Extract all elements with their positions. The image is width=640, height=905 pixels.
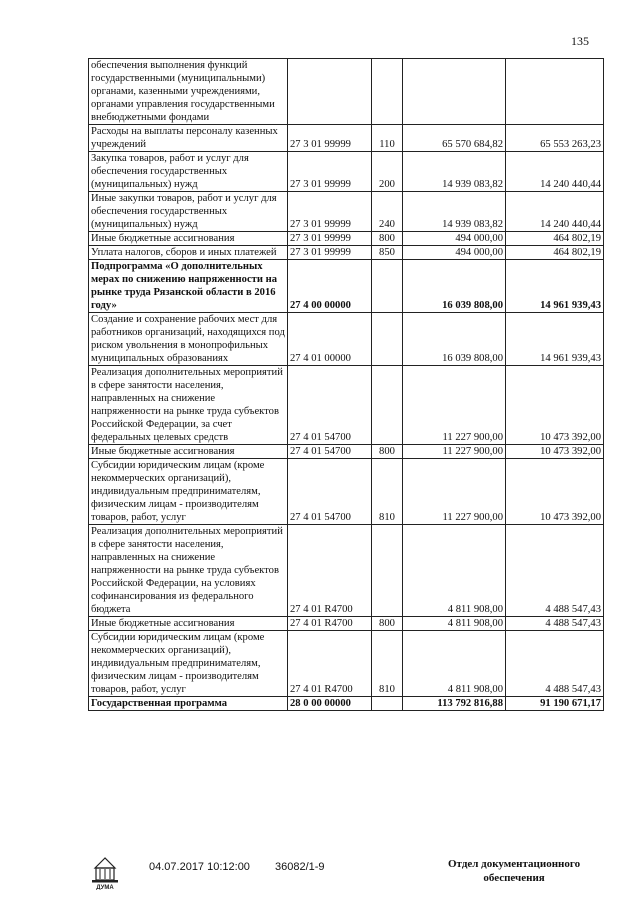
table-row	[89, 246, 604, 260]
row-amount-2-cell	[506, 59, 604, 125]
footer-department	[448, 857, 580, 885]
row-vr-cell: 800	[372, 445, 403, 459]
row-code-cell: 27 4 01 54700	[288, 366, 372, 445]
row-amount-2-cell: 10 473 392,00	[506, 366, 604, 445]
row-amount-1-cell: 14 939 083,82	[403, 192, 506, 232]
table-row	[89, 313, 604, 366]
row-vr-cell: 240	[372, 192, 403, 232]
duma-logo-icon	[90, 856, 120, 890]
row-name-cell: Иные бюджетные ассигнования	[89, 445, 288, 459]
row-amount-1-cell: 4 811 908,00	[403, 525, 506, 617]
row-name-cell: Создание и сохранение рабочих мест для работников организаций, находящихся под риском увольнения в монопрофильных муниципальных образованиях	[89, 313, 288, 366]
row-vr-cell	[372, 59, 403, 125]
table-row	[89, 366, 604, 445]
row-amount-1-cell	[403, 59, 506, 125]
table-row	[89, 59, 604, 125]
row-code-cell: 28 0 00 00000	[288, 697, 372, 711]
row-name-cell: Закупка товаров, работ и услуг для обеспечения государственных (муниципальных) нужд	[89, 152, 288, 192]
row-name-cell: Государственная программа	[89, 697, 288, 711]
row-vr-cell: 200	[372, 152, 403, 192]
footer-date: 04.07.2017 10:12:00	[149, 861, 250, 873]
row-vr-cell	[372, 260, 403, 313]
row-vr-cell: 800	[372, 617, 403, 631]
row-amount-2-cell: 10 473 392,00	[506, 459, 604, 525]
table-body	[89, 59, 604, 711]
row-code-cell: 27 3 01 99999	[288, 192, 372, 232]
row-code-cell: 27 4 01 R4700	[288, 525, 372, 617]
row-amount-1-cell: 11 227 900,00	[403, 445, 506, 459]
row-amount-1-cell: 16 039 808,00	[403, 313, 506, 366]
row-amount-1-cell: 113 792 816,88	[403, 697, 506, 711]
row-amount-2-cell: 65 553 263,23	[506, 125, 604, 152]
row-name-cell: Реализация дополнительных мероприятий в сфере занятости населения, направленных на снижение напряженности на рынке труда субъектов Российской Федерации, за счет федеральных целевых средств	[89, 366, 288, 445]
row-code-cell: 27 4 01 54700	[288, 459, 372, 525]
row-code-cell: 27 3 01 99999	[288, 246, 372, 260]
row-code-cell: 27 3 01 99999	[288, 152, 372, 192]
row-name-cell: Реализация дополнительных мероприятий в сфере занятости населения, направленных на снижение напряженности на рынке труда субъектов Российской Федерации, на условиях софинансирования из федерального бюджета	[89, 525, 288, 617]
row-amount-2-cell: 91 190 671,17	[506, 697, 604, 711]
row-amount-2-cell: 4 488 547,43	[506, 617, 604, 631]
row-amount-1-cell: 14 939 083,82	[403, 152, 506, 192]
row-amount-2-cell: 464 802,19	[506, 246, 604, 260]
table-row	[89, 617, 604, 631]
table-row	[89, 125, 604, 152]
row-amount-2-cell: 14 961 939,43	[506, 313, 604, 366]
row-amount-1-cell: 494 000,00	[403, 232, 506, 246]
table-row	[89, 525, 604, 617]
row-name-cell: Расходы на выплаты персоналу казенных учреждений	[89, 125, 288, 152]
row-amount-2-cell: 14 240 440,44	[506, 152, 604, 192]
table-row	[89, 445, 604, 459]
svg-text:ДУМА: ДУМА	[96, 885, 114, 890]
table-row	[89, 459, 604, 525]
row-name-cell: Субсидии юридическим лицам (кроме некоммерческих организаций), индивидуальным предпринимателям, физическим лицам - производителям товаров, работ, услуг	[89, 631, 288, 697]
row-vr-cell: 800	[372, 232, 403, 246]
row-vr-cell: 810	[372, 631, 403, 697]
row-amount-2-cell: 4 488 547,43	[506, 525, 604, 617]
row-amount-1-cell: 11 227 900,00	[403, 366, 506, 445]
row-vr-cell: 810	[372, 459, 403, 525]
footer-dept-line2: обеспечения	[483, 872, 545, 884]
row-amount-1-cell: 4 811 908,00	[403, 617, 506, 631]
row-name-cell: обеспечения выполнения функций государственными (муниципальными) органами, казенными учреждениями, органами управления государственными внебюджетными фондами	[89, 59, 288, 125]
row-vr-cell	[372, 697, 403, 711]
row-amount-2-cell: 464 802,19	[506, 232, 604, 246]
row-name-cell: Иные бюджетные ассигнования	[89, 232, 288, 246]
row-amount-2-cell: 4 488 547,43	[506, 631, 604, 697]
row-amount-2-cell: 14 961 939,43	[506, 260, 604, 313]
row-amount-1-cell: 11 227 900,00	[403, 459, 506, 525]
row-vr-cell: 850	[372, 246, 403, 260]
table-row	[89, 152, 604, 192]
table-row	[89, 697, 604, 711]
row-code-cell: 27 4 01 R4700	[288, 631, 372, 697]
row-code-cell: 27 4 00 00000	[288, 260, 372, 313]
row-code-cell	[288, 59, 372, 125]
row-amount-1-cell: 494 000,00	[403, 246, 506, 260]
row-amount-2-cell: 14 240 440,44	[506, 192, 604, 232]
row-code-cell: 27 4 01 54700	[288, 445, 372, 459]
row-code-cell: 27 4 01 00000	[288, 313, 372, 366]
row-code-cell: 27 3 01 99999	[288, 232, 372, 246]
footer-dept-line1: Отдел документационного	[448, 858, 581, 870]
footer-doc-number: 36082/1-9	[275, 861, 325, 873]
table-row	[89, 260, 604, 313]
row-name-cell: Иные закупки товаров, работ и услуг для обеспечения государственных (муниципальных) нужд	[89, 192, 288, 232]
table-row	[89, 192, 604, 232]
row-code-cell: 27 3 01 99999	[288, 125, 372, 152]
row-amount-1-cell: 16 039 808,00	[403, 260, 506, 313]
row-name-cell: Субсидии юридическим лицам (кроме некоммерческих организаций), индивидуальным предпринимателям, физическим лицам - производителям товаров, работ, услуг	[89, 459, 288, 525]
row-amount-2-cell: 10 473 392,00	[506, 445, 604, 459]
page-number: 135	[571, 34, 589, 48]
row-name-cell: Подпрограмма «О дополнительных мерах по снижению напряженности на рынке труда Рязанской области в 2016 году»	[89, 260, 288, 313]
row-amount-1-cell: 65 570 684,82	[403, 125, 506, 152]
row-vr-cell	[372, 525, 403, 617]
row-name-cell: Уплата налогов, сборов и иных платежей	[89, 246, 288, 260]
row-code-cell: 27 4 01 R4700	[288, 617, 372, 631]
row-name-cell: Иные бюджетные ассигнования	[89, 617, 288, 631]
row-amount-1-cell: 4 811 908,00	[403, 631, 506, 697]
table-row	[89, 631, 604, 697]
budget-table	[88, 58, 604, 711]
row-vr-cell	[372, 366, 403, 445]
table-row	[89, 232, 604, 246]
row-vr-cell: 110	[372, 125, 403, 152]
row-vr-cell	[372, 313, 403, 366]
